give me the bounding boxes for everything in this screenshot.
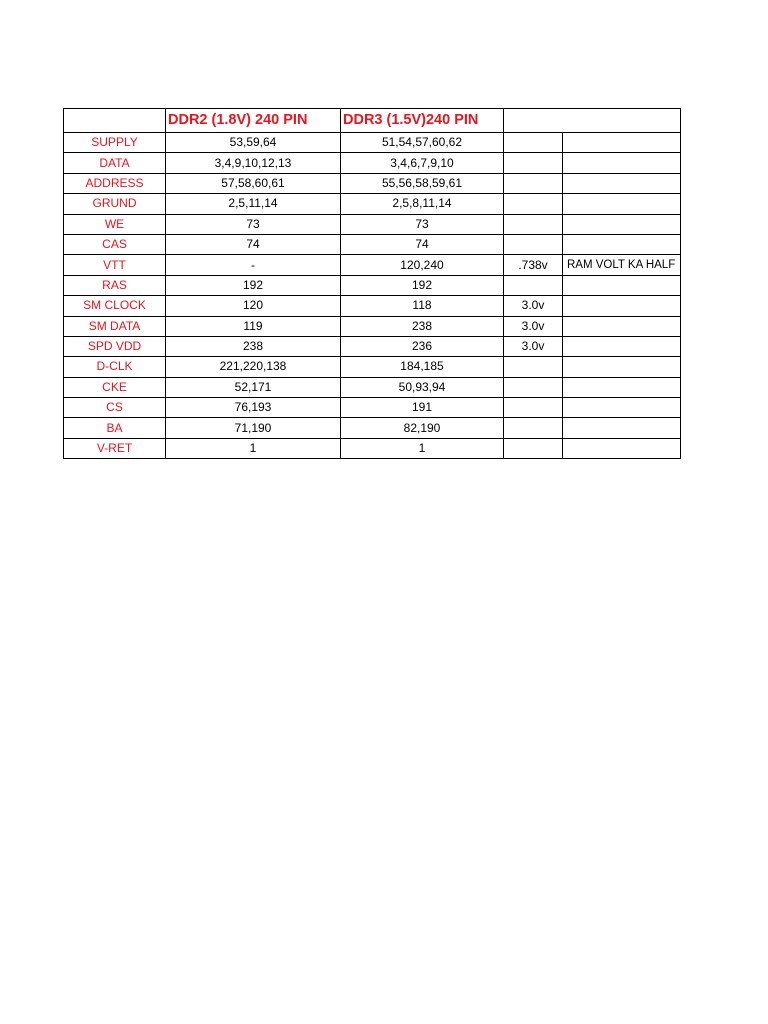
note-cell	[563, 133, 681, 153]
note-cell	[563, 296, 681, 316]
row-label: CKE	[64, 377, 166, 397]
header-extra-cell	[504, 109, 681, 133]
note-cell	[563, 214, 681, 234]
row-label: RAS	[64, 275, 166, 295]
note-cell	[563, 173, 681, 193]
note-cell	[563, 275, 681, 295]
voltage-cell	[504, 153, 563, 173]
table-row	[64, 173, 681, 193]
row-label: SM DATA	[64, 316, 166, 336]
table-row	[64, 255, 681, 275]
note-cell	[563, 357, 681, 377]
row-label: SPD VDD	[64, 336, 166, 356]
header-ddr2: DDR2 (1.8V) 240 PIN	[166, 109, 341, 133]
note-cell	[563, 336, 681, 356]
voltage-cell	[504, 214, 563, 234]
note-cell	[563, 377, 681, 397]
ddr2-pins: 3,4,9,10,12,13	[166, 153, 341, 173]
table-row	[64, 133, 681, 153]
ddr3-pins: 55,56,58,59,61	[341, 173, 504, 193]
ddr2-pins: 119	[166, 316, 341, 336]
header-ddr3: DDR3 (1.5V)240 PIN	[341, 109, 504, 133]
voltage-cell	[504, 173, 563, 193]
voltage-cell	[504, 234, 563, 254]
note-cell	[563, 398, 681, 418]
table-row	[64, 377, 681, 397]
ddr3-pins: 236	[341, 336, 504, 356]
ddr2-pins: 238	[166, 336, 341, 356]
pin-table-body	[64, 109, 681, 459]
note-cell	[563, 153, 681, 173]
voltage-cell: .738v	[504, 255, 563, 275]
ddr2-pins: 1	[166, 438, 341, 458]
row-label: V-RET	[64, 438, 166, 458]
table-row	[64, 214, 681, 234]
note-cell	[563, 418, 681, 438]
ddr3-pins: 51,54,57,60,62	[341, 133, 504, 153]
ddr2-pins: 53,59,64	[166, 133, 341, 153]
table-row	[64, 234, 681, 254]
header-corner-cell	[64, 109, 166, 133]
row-label: CS	[64, 398, 166, 418]
voltage-cell	[504, 377, 563, 397]
note-cell: RAM VOLT KA HALF	[563, 255, 681, 275]
header-row	[64, 109, 681, 133]
table-row	[64, 336, 681, 356]
note-cell	[563, 316, 681, 336]
table-row	[64, 357, 681, 377]
table-row	[64, 275, 681, 295]
ddr2-pins: 74	[166, 234, 341, 254]
ddr3-pins: 50,93,94	[341, 377, 504, 397]
row-label: WE	[64, 214, 166, 234]
voltage-cell	[504, 357, 563, 377]
voltage-cell: 3.0v	[504, 316, 563, 336]
ddr3-pins: 2,5,8,11,14	[341, 194, 504, 214]
table-row	[64, 316, 681, 336]
ddr2-pins: 71,190	[166, 418, 341, 438]
ddr2-pins: 221,220,138	[166, 357, 341, 377]
voltage-cell	[504, 275, 563, 295]
voltage-cell	[504, 194, 563, 214]
table-row	[64, 418, 681, 438]
ddr2-pins: 52,171	[166, 377, 341, 397]
voltage-cell	[504, 418, 563, 438]
ddr2-pins: 76,193	[166, 398, 341, 418]
ddr3-pins: 74	[341, 234, 504, 254]
table-row	[64, 438, 681, 458]
ddr3-pins: 1	[341, 438, 504, 458]
ddr3-pins: 184,185	[341, 357, 504, 377]
ddr3-pins: 192	[341, 275, 504, 295]
ddr2-pins: -	[166, 255, 341, 275]
ddr3-pins: 73	[341, 214, 504, 234]
row-label: DATA	[64, 153, 166, 173]
voltage-cell	[504, 133, 563, 153]
table-row	[64, 194, 681, 214]
ddr3-pins: 118	[341, 296, 504, 316]
row-label: SM CLOCK	[64, 296, 166, 316]
voltage-cell	[504, 398, 563, 418]
ddr3-pins: 82,190	[341, 418, 504, 438]
ddr2-pins: 73	[166, 214, 341, 234]
ddr3-pins: 3,4,6,7,9,10	[341, 153, 504, 173]
table-row	[64, 398, 681, 418]
ddr3-pins: 238	[341, 316, 504, 336]
row-label: D-CLK	[64, 357, 166, 377]
table-row	[64, 153, 681, 173]
table-row	[64, 296, 681, 316]
ddr2-pins: 120	[166, 296, 341, 316]
pin-table	[63, 108, 681, 459]
row-label: SUPPLY	[64, 133, 166, 153]
ddr2-pins: 192	[166, 275, 341, 295]
note-cell	[563, 234, 681, 254]
ddr2-pins: 2,5,11,14	[166, 194, 341, 214]
row-label: ADDRESS	[64, 173, 166, 193]
ddr2-pins: 57,58,60,61	[166, 173, 341, 193]
row-label: CAS	[64, 234, 166, 254]
voltage-cell	[504, 438, 563, 458]
voltage-cell: 3.0v	[504, 336, 563, 356]
ddr3-pins: 191	[341, 398, 504, 418]
row-label: BA	[64, 418, 166, 438]
voltage-cell: 3.0v	[504, 296, 563, 316]
row-label: VTT	[64, 255, 166, 275]
note-cell	[563, 438, 681, 458]
row-label: GRUND	[64, 194, 166, 214]
note-cell	[563, 194, 681, 214]
ddr3-pins: 120,240	[341, 255, 504, 275]
